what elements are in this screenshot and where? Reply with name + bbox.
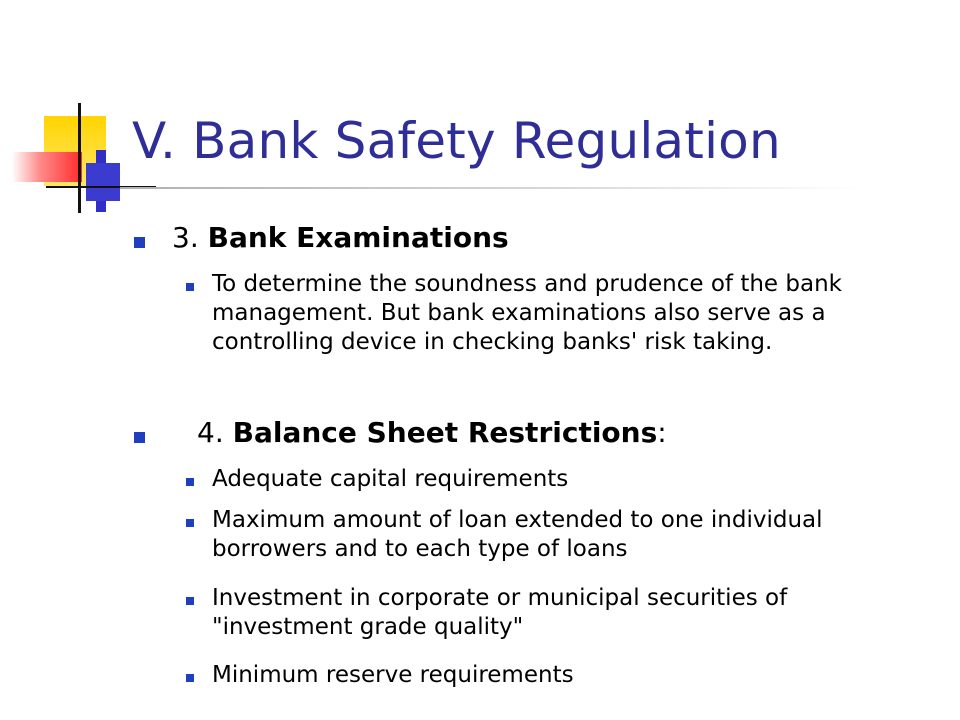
list-item: To determine the soundness and prudence of the bank management. But bank examinations also serve as a controlling device in checking banks' risk taking.: [212, 271, 842, 355]
logo-blue-square: [86, 163, 120, 201]
list-item: Adequate capital requirements: [212, 466, 569, 492]
item-bullet: [186, 674, 194, 682]
section-number: 4.: [197, 416, 224, 449]
section-suffix: :: [657, 416, 667, 449]
section-bullet: [134, 432, 145, 443]
logo-red-bar: [12, 152, 82, 182]
logo-vertical-line: [78, 103, 81, 213]
item-bullet: [186, 519, 194, 527]
item-bullet: [186, 597, 194, 605]
section-title: Balance Sheet Restrictions: [232, 416, 658, 449]
title-underline: [120, 187, 860, 189]
list-item: Investment in corporate or municipal securities of "investment grade quality": [212, 585, 788, 640]
list-item: Maximum amount of loan extended to one individual borrowers and to each type of loans: [212, 507, 823, 562]
slide-title: V. Bank Safety Regulation: [132, 112, 781, 170]
section-title: Bank Examinations: [207, 221, 509, 254]
section-number: 3.: [172, 221, 199, 254]
section-bullet: [134, 237, 145, 248]
list-item: Minimum reserve requirements: [212, 662, 574, 688]
item-bullet: [186, 478, 194, 486]
section-heading-4: [197, 416, 667, 449]
item-bullet: [186, 283, 194, 291]
section-heading-3: [172, 221, 509, 254]
